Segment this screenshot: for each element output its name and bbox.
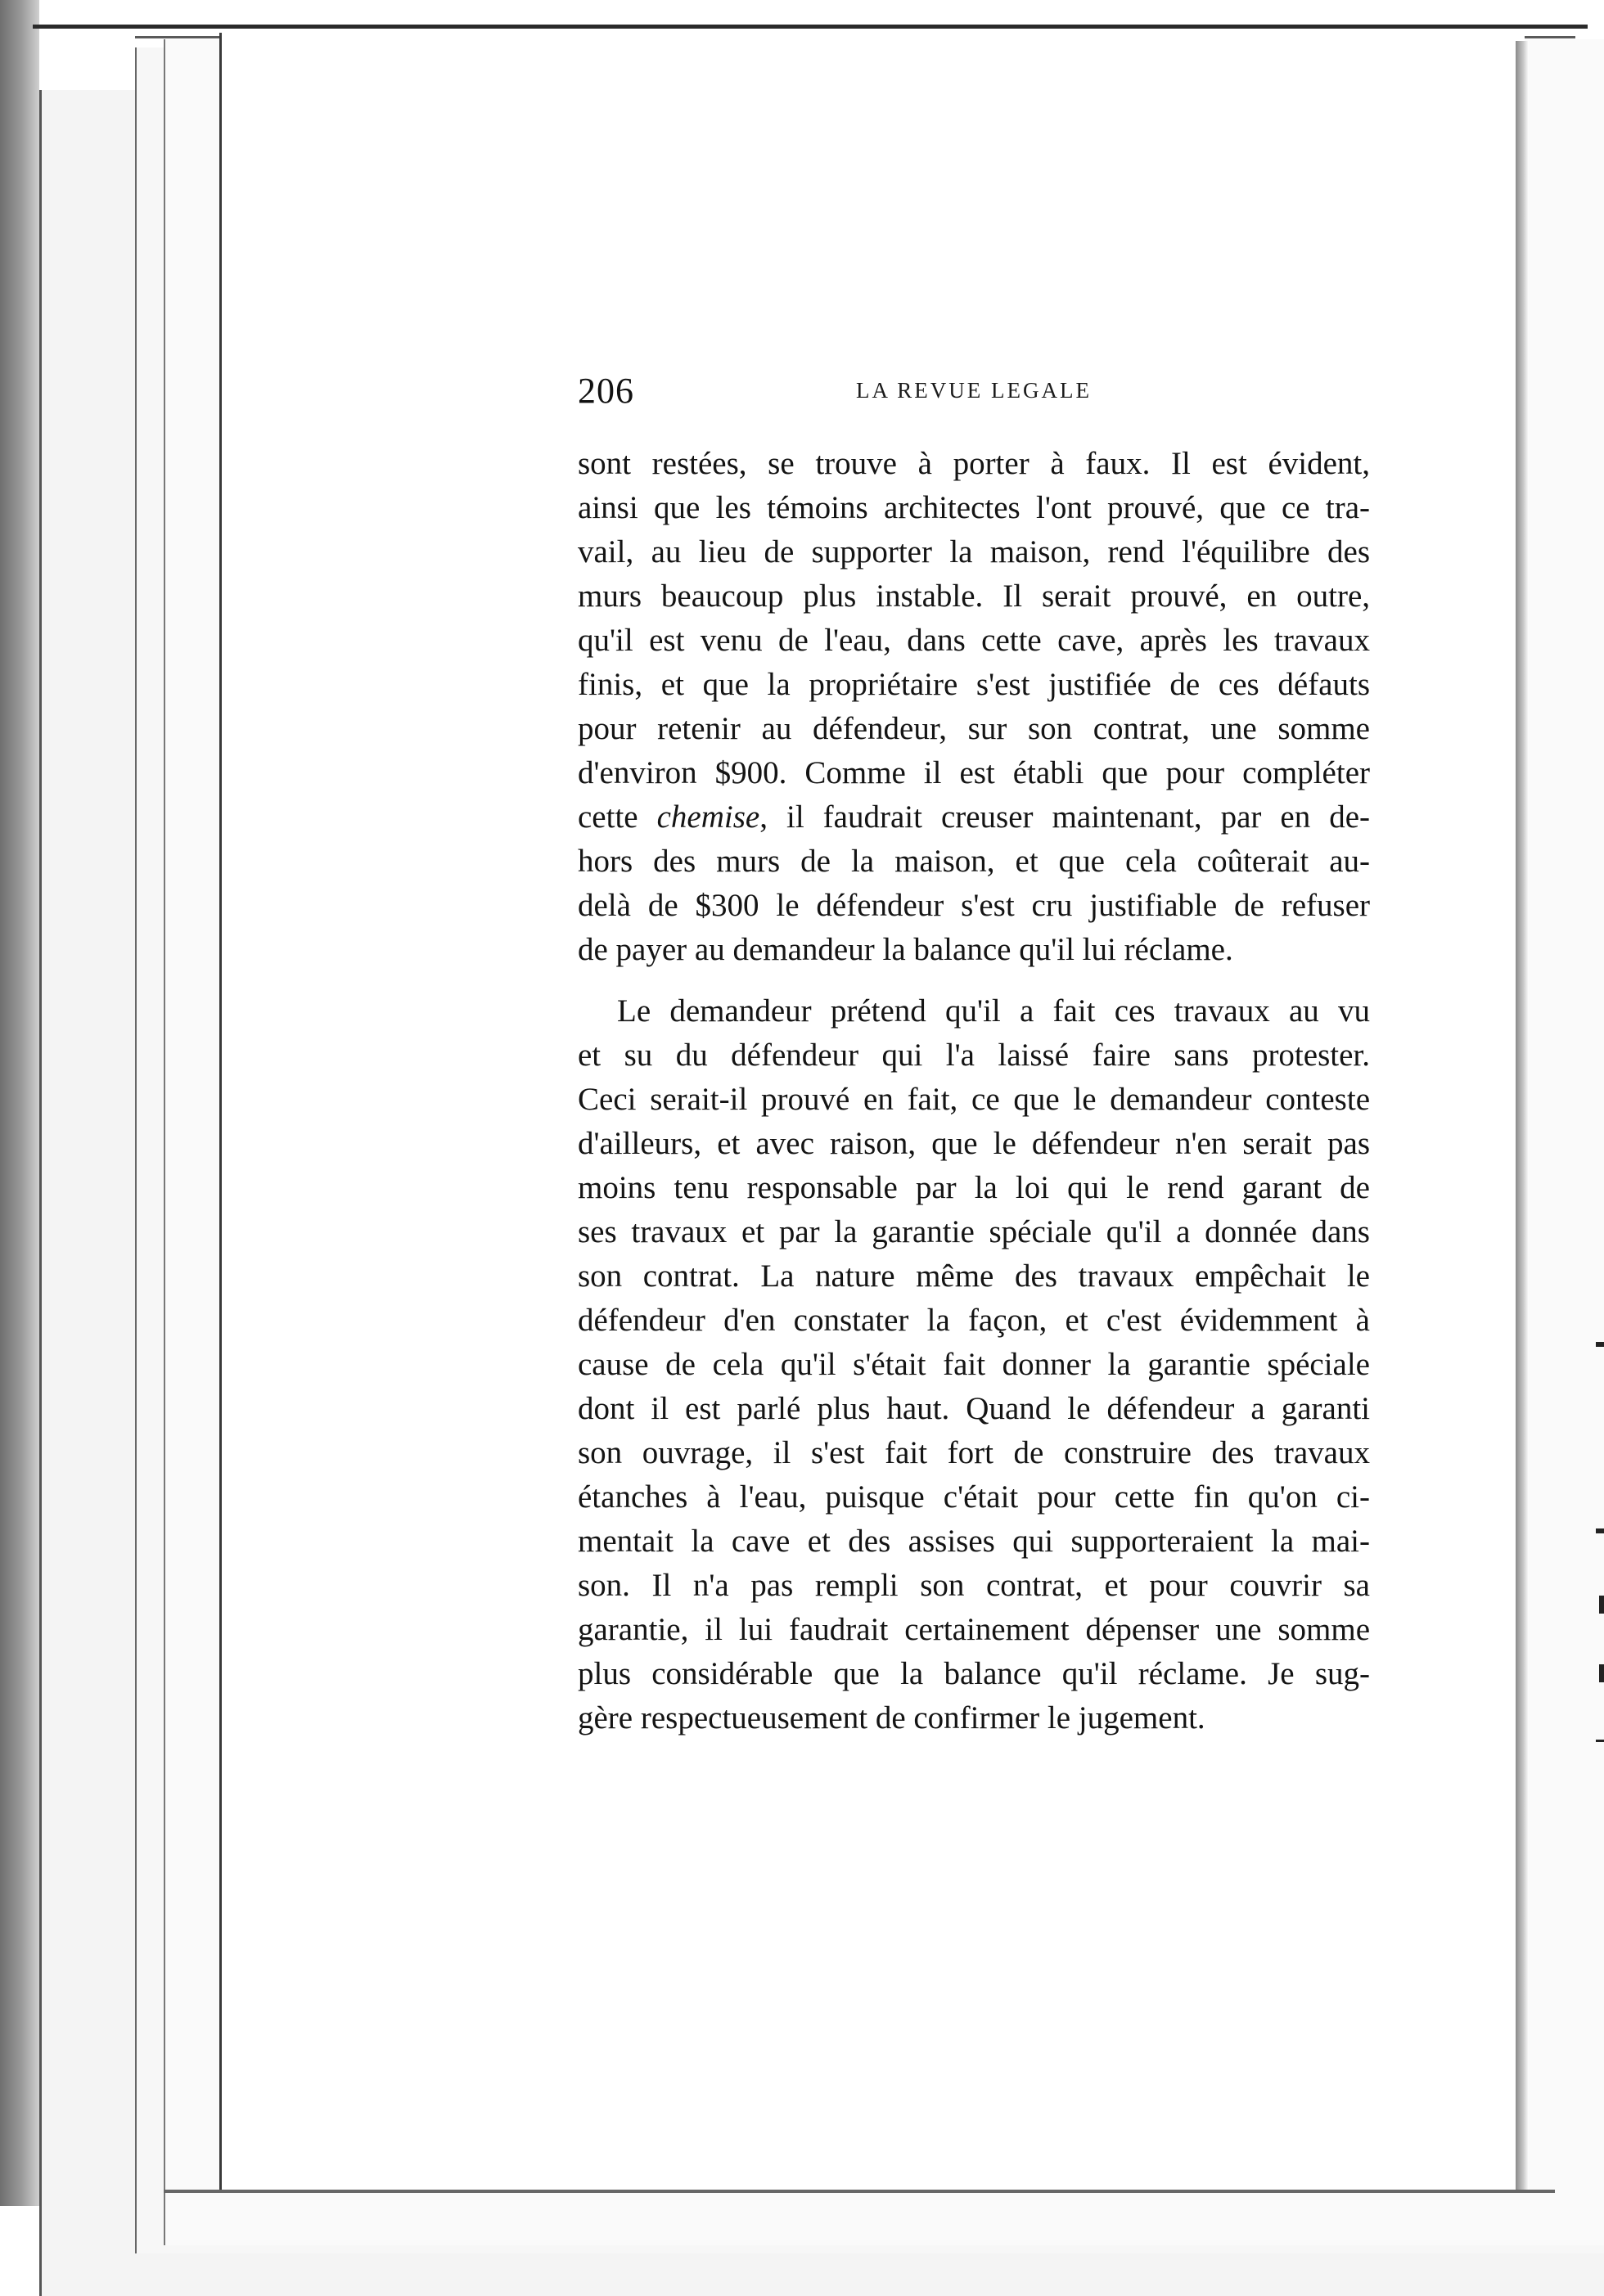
text-line: garantie, il lui faudrait certainement dépenser une somme: [578, 1612, 1370, 1647]
text-line: d'ailleurs, et avec raison, que le défendeur n'en serait pas: [578, 1126, 1370, 1161]
margin-mark: [1596, 1740, 1604, 1742]
text-line: mentait la cave et des assises qui supporteraient la mai-: [578, 1524, 1370, 1559]
text-line: son. Il n'a pas rempli son contrat, et pour couvrir sa: [578, 1568, 1370, 1603]
text-line: dont il est parlé plus haut. Quand le défendeur a garanti: [578, 1391, 1370, 1426]
text-line: Le demandeur prétend qu'il a fait ces travaux au vu: [617, 993, 1370, 1029]
text-line: Ceci serait-il prouvé en fait, ce que le demandeur conteste: [578, 1082, 1370, 1117]
text-line: gère respectueusement de confirmer le jugement.: [578, 1700, 1205, 1736]
text-line: d'environ $900. Comme il est établi que pour compléter: [578, 755, 1370, 790]
margin-mark: [1596, 1342, 1604, 1347]
text-line: de payer au demandeur la balance qu'il lui réclame.: [578, 932, 1233, 967]
scan-left-edge: [0, 0, 39, 2206]
scan-bottom-edge: [164, 2190, 1555, 2193]
text-line: finis, et que la propriétaire s'est justifiée de ces défauts: [578, 667, 1370, 702]
text-line: et su du défendeur qui l'a laissé faire sans protester.: [578, 1038, 1370, 1073]
text-line: qu'il est venu de l'eau, dans cette cave, après les travaux: [578, 623, 1370, 658]
text-line: défendeur d'en constater la façon, et c'est évidemment à: [578, 1303, 1370, 1338]
italic-term: chemise: [656, 799, 760, 835]
page-header: [578, 370, 1370, 419]
text-line: plus considérable que la balance qu'il réclame. Je sug-: [578, 1656, 1370, 1691]
margin-mark: [1596, 1528, 1604, 1533]
text-line: hors des murs de la maison, et que cela coûterait au-: [578, 844, 1370, 879]
page-number: 206: [578, 371, 634, 411]
scan-top-edge: [33, 25, 1588, 29]
text-line: étanches à l'eau, puisque c'était pour cette fin qu'on ci-: [578, 1479, 1370, 1515]
text-line: cette chemise, il faudrait creuser maintenant, par en de-: [578, 799, 1370, 835]
paragraph: [578, 442, 1370, 972]
text-line: son contrat. La nature même des travaux empêchait le: [578, 1258, 1370, 1294]
page-gutter-shadow: [1516, 41, 1529, 2193]
paragraph: [578, 989, 1370, 1740]
text-line: delà de $300 le défendeur s'est cru justifiable de refuser: [578, 888, 1370, 923]
text-line: cause de cela qu'il s'était fait donner la garantie spéciale: [578, 1347, 1370, 1382]
body-text: [578, 442, 1370, 1758]
margin-mark: [1599, 1664, 1604, 1682]
margin-mark: [1599, 1596, 1604, 1614]
text-line: son ouvrage, il s'est fait fort de construire des travaux: [578, 1435, 1370, 1470]
text-line: ses travaux et par la garantie spéciale qu'il a donnée dans: [578, 1214, 1370, 1249]
text-line: pour retenir au défendeur, sur son contrat, une somme: [578, 711, 1370, 746]
text-line: vail, au lieu de supporter la maison, rend l'équilibre des: [578, 534, 1370, 569]
running-title: LA REVUE LEGALE: [856, 378, 1092, 403]
text-line: murs beaucoup plus instable. Il serait prouvé, en outre,: [578, 579, 1370, 614]
text-line: ainsi que les témoins architectes l'ont prouvé, que ce tra-: [578, 490, 1370, 525]
text-line: moins tenu responsable par la loi qui le rend garant de: [578, 1170, 1370, 1205]
text-line: sont restées, se trouve à porter à faux. Il est évident,: [578, 446, 1370, 481]
